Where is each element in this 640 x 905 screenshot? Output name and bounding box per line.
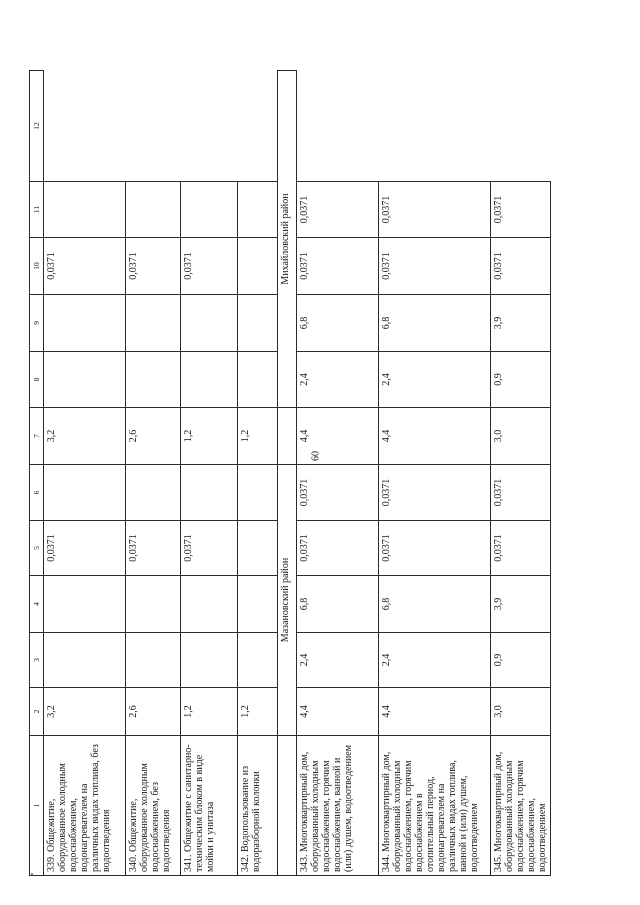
value-cell-c5: 6,8 [379,576,491,633]
value-cell-c11: 0,0371 [491,238,551,295]
value-cell-c10: 6,8 [379,295,491,352]
value-cell-c8: 1,2 [181,408,238,465]
district-spacer-left [278,736,297,876]
table-row [491,71,551,876]
header-cell-6: 6 [30,465,44,521]
value-cell-c5 [44,576,126,633]
value-cell-c12 [44,182,126,238]
value-cell-c4: 0,9 [491,633,551,688]
row-name: Общежитие с санитарно-техническим блоком в виде мойки и унитаза [183,744,216,872]
value-cell-c8: 4,4 [297,408,379,465]
district-label-left: Мазановский район [278,465,297,736]
row-name: Общежитие, оборудованное холодным водоснабжением, без водоотведения [128,763,172,872]
value-cell-c4 [181,633,238,688]
value-cell-c5: 6,8 [297,576,379,633]
value-cell-c7: 0,0371 [297,465,379,521]
column-number-row [30,71,44,876]
value-cell-c4: 2,4 [379,633,491,688]
row-label-cell [44,736,126,876]
value-cell-c3: 1,2 [238,688,278,736]
header-cell-12: 12 [30,71,44,182]
value-cell-c12: 0,0371 [491,182,551,238]
value-cell-c11 [238,238,278,295]
header-cell-1: 1 [30,736,44,876]
row-number: 342. [240,854,251,872]
row-label-cell [238,736,278,876]
value-cell-c5 [181,576,238,633]
value-cell-c12: 0,0371 [379,182,491,238]
value-cell-c4 [44,633,126,688]
table-row [238,71,278,876]
value-cell-c7 [181,465,238,521]
header-cell-11: 11 [30,182,44,238]
row-number: 343. [299,854,310,872]
table-row [379,71,491,876]
value-cell-c6 [238,521,278,576]
value-cell-c7 [126,465,181,521]
row-label-cell [181,736,238,876]
row-label-cell [126,736,181,876]
table-row [44,71,126,876]
row-number: 341. [183,854,194,872]
value-cell-c9 [181,352,238,408]
value-cell-c6: 0,0371 [44,521,126,576]
value-cell-c10 [126,295,181,352]
row-number: 345. [493,854,504,872]
value-cell-c3: 4,4 [297,688,379,736]
value-cell-c11: 0,0371 [126,238,181,295]
value-cell-c6: 0,0371 [181,521,238,576]
value-cell-c9: 2,4 [379,352,491,408]
page-number: 60 [310,451,322,461]
header-cell-10: 10 [30,238,44,295]
district-spacer-middle [278,408,297,465]
value-cell-c8: 1,2 [238,408,278,465]
row-name: Многоквартирный дом, оборудованный холодным водоснабжением, горячим водоснабжением, ванной и (или) душем, водоотведением [299,744,354,872]
value-cell-c6: 0,0371 [297,521,379,576]
value-cell-c12 [238,182,278,238]
value-cell-c10: 3,9 [491,295,551,352]
value-cell-c11: 0,0371 [181,238,238,295]
value-cell-c8: 4,4 [379,408,491,465]
row-number: 344. [381,854,392,872]
value-cell-c7 [44,465,126,521]
header-cell-7: 7 [30,408,44,465]
scan-speck [31,873,33,875]
value-cell-c7 [238,465,278,521]
value-cell-c10 [238,295,278,352]
value-cell-c9: 2,4 [297,352,379,408]
row-number: 339. [46,854,57,872]
value-cell-c4: 2,4 [297,633,379,688]
value-cell-c9 [238,352,278,408]
value-cell-c11: 0,0371 [379,238,491,295]
group-upper-rows [44,71,278,876]
value-cell-c11: 0,0371 [44,238,126,295]
value-cell-c8: 3,0 [491,408,551,465]
header-cell-9: 9 [30,295,44,352]
value-cell-c10 [181,295,238,352]
row-label-cell [379,736,491,876]
value-cell-c11: 0,0371 [297,238,379,295]
value-cell-c4 [126,633,181,688]
row-label-cell [297,736,379,876]
value-cell-c9: 0,9 [491,352,551,408]
value-cell-c3: 3,2 [44,688,126,736]
value-cell-c5 [238,576,278,633]
header-cell-3: 3 [30,633,44,688]
row-name: Многоквартирный дом, оборудованный холодным водоснабжением, горячим водоснабжением в отопительный период, водонагревателем на различных видах топлива, ванной и (или) душем, водоотведением [381,751,480,872]
header-cell-2: 2 [30,688,44,736]
value-cell-c3: 2,6 [126,688,181,736]
value-cell-c4 [238,633,278,688]
value-cell-c7: 0,0371 [379,465,491,521]
value-cell-c8: 2,6 [126,408,181,465]
value-cell-c9 [44,352,126,408]
value-cell-c8: 3,2 [44,408,126,465]
tariff-table [29,70,551,876]
value-cell-c7: 0,0371 [491,465,551,521]
value-cell-c9 [126,352,181,408]
tariff-table-rotated [29,71,589,876]
row-name: Водопользование из водоразборной колонки [240,765,262,872]
table-row [181,71,238,876]
value-cell-c12 [181,182,238,238]
header-cell-8: 8 [30,352,44,408]
value-cell-c3: 3,0 [491,688,551,736]
value-cell-c5 [126,576,181,633]
value-cell-c12: 0,0371 [297,182,379,238]
value-cell-c6: 0,0371 [491,521,551,576]
header-cell-5: 5 [30,521,44,576]
district-row [278,71,297,876]
value-cell-c6: 0,0371 [379,521,491,576]
value-cell-c3: 4,4 [379,688,491,736]
group-lower-rows [297,71,551,876]
row-number: 340. [128,854,139,872]
value-cell-c10: 6,8 [297,295,379,352]
value-cell-c5: 3,9 [491,576,551,633]
table-row [297,71,379,876]
district-label-right: Михайловский район [278,71,297,408]
value-cell-c10 [44,295,126,352]
value-cell-c3: 1,2 [181,688,238,736]
row-name: Многоквартирный дом, оборудованный холодным водоснабжением, горячим водоснабжением, водоотведением [493,751,548,872]
value-cell-c6: 0,0371 [126,521,181,576]
header-cell-4: 4 [30,576,44,633]
table-row [126,71,181,876]
value-cell-c12 [126,182,181,238]
row-name: Общежитие, оборудованное холодным водоснабжением, водонагревателем на различных видах топлива, без водоотведения [46,744,112,872]
row-label-cell [491,736,551,876]
